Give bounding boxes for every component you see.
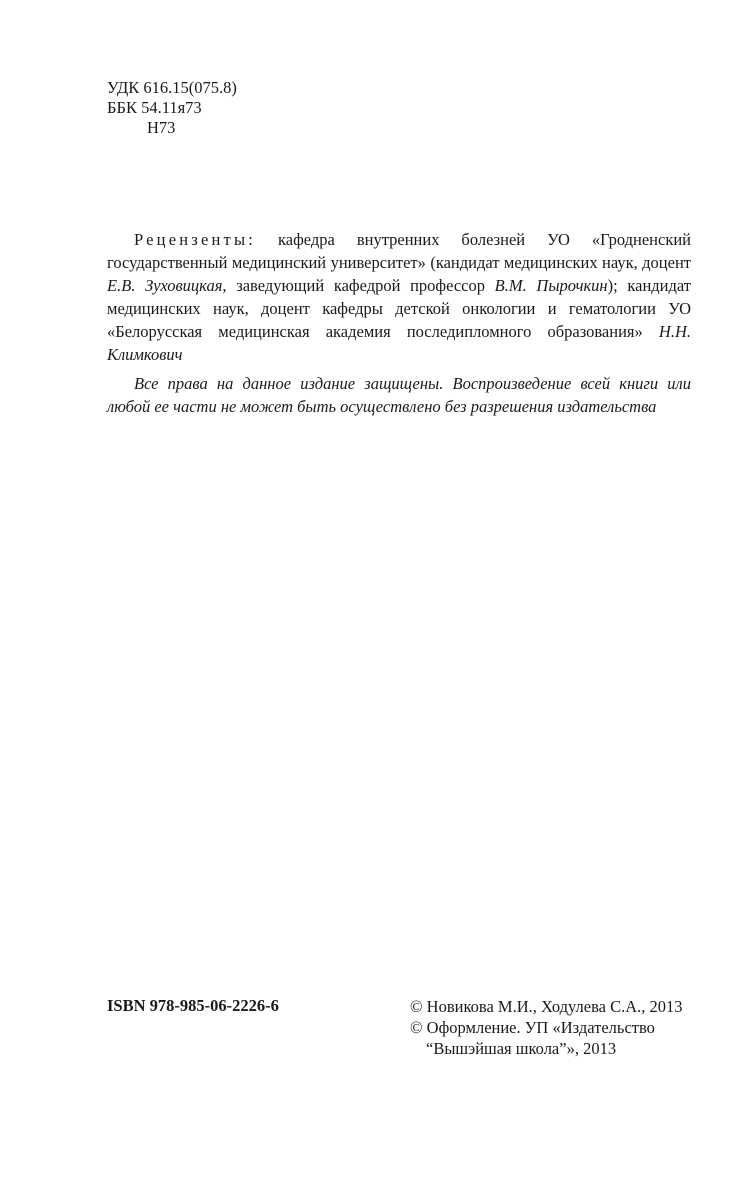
rights-text: Все права на данное издание защищены. Воспроизведение всей книги или любой ее части не может быть осуществлено без разрешения издательства	[107, 374, 691, 416]
reviewers-text-3: ); кандидат медицинских наук, доцент кафедры детской онкологии и гематологии УО «Белорусская медицинская академия последипломного образования»	[107, 276, 691, 341]
copyright-block	[410, 996, 683, 1059]
reviewers-text-2: , заведующий кафедрой профессор	[222, 276, 495, 295]
reviewer-name-3: Н.Н. Климкович	[107, 322, 691, 364]
reviewer-name-2: В.М. Пырочкин	[494, 276, 608, 295]
bbk-code: ББК 54.11я73	[107, 98, 202, 117]
udk-code: УДК 616.15(075.8)	[107, 78, 237, 97]
author-mark: Н73	[147, 118, 176, 137]
copyright-publisher: “Вышэйшая школа”», 2013	[426, 1039, 617, 1058]
isbn: ISBN 978-985-06-2226-6	[107, 996, 279, 1015]
reviewers-paragraph	[107, 228, 691, 366]
classification-codes	[107, 78, 237, 138]
reviewers-block	[107, 228, 691, 366]
copyright-authors: © Новикова М.И., Ходулева С.А., 2013	[410, 997, 683, 1016]
reviewers-text-1: кафедра внутренних болезней УО «Гродненский государственный медицинский университет» (кандидат медицинских наук, доцент	[107, 230, 691, 272]
reviewer-name-1: Е.В. Зуховицкая	[107, 276, 223, 295]
reviewers-label: Рецензенты:	[134, 230, 257, 249]
copyright-design: © Оформление. УП «Издательство	[410, 1018, 655, 1037]
rights-notice	[107, 372, 691, 418]
